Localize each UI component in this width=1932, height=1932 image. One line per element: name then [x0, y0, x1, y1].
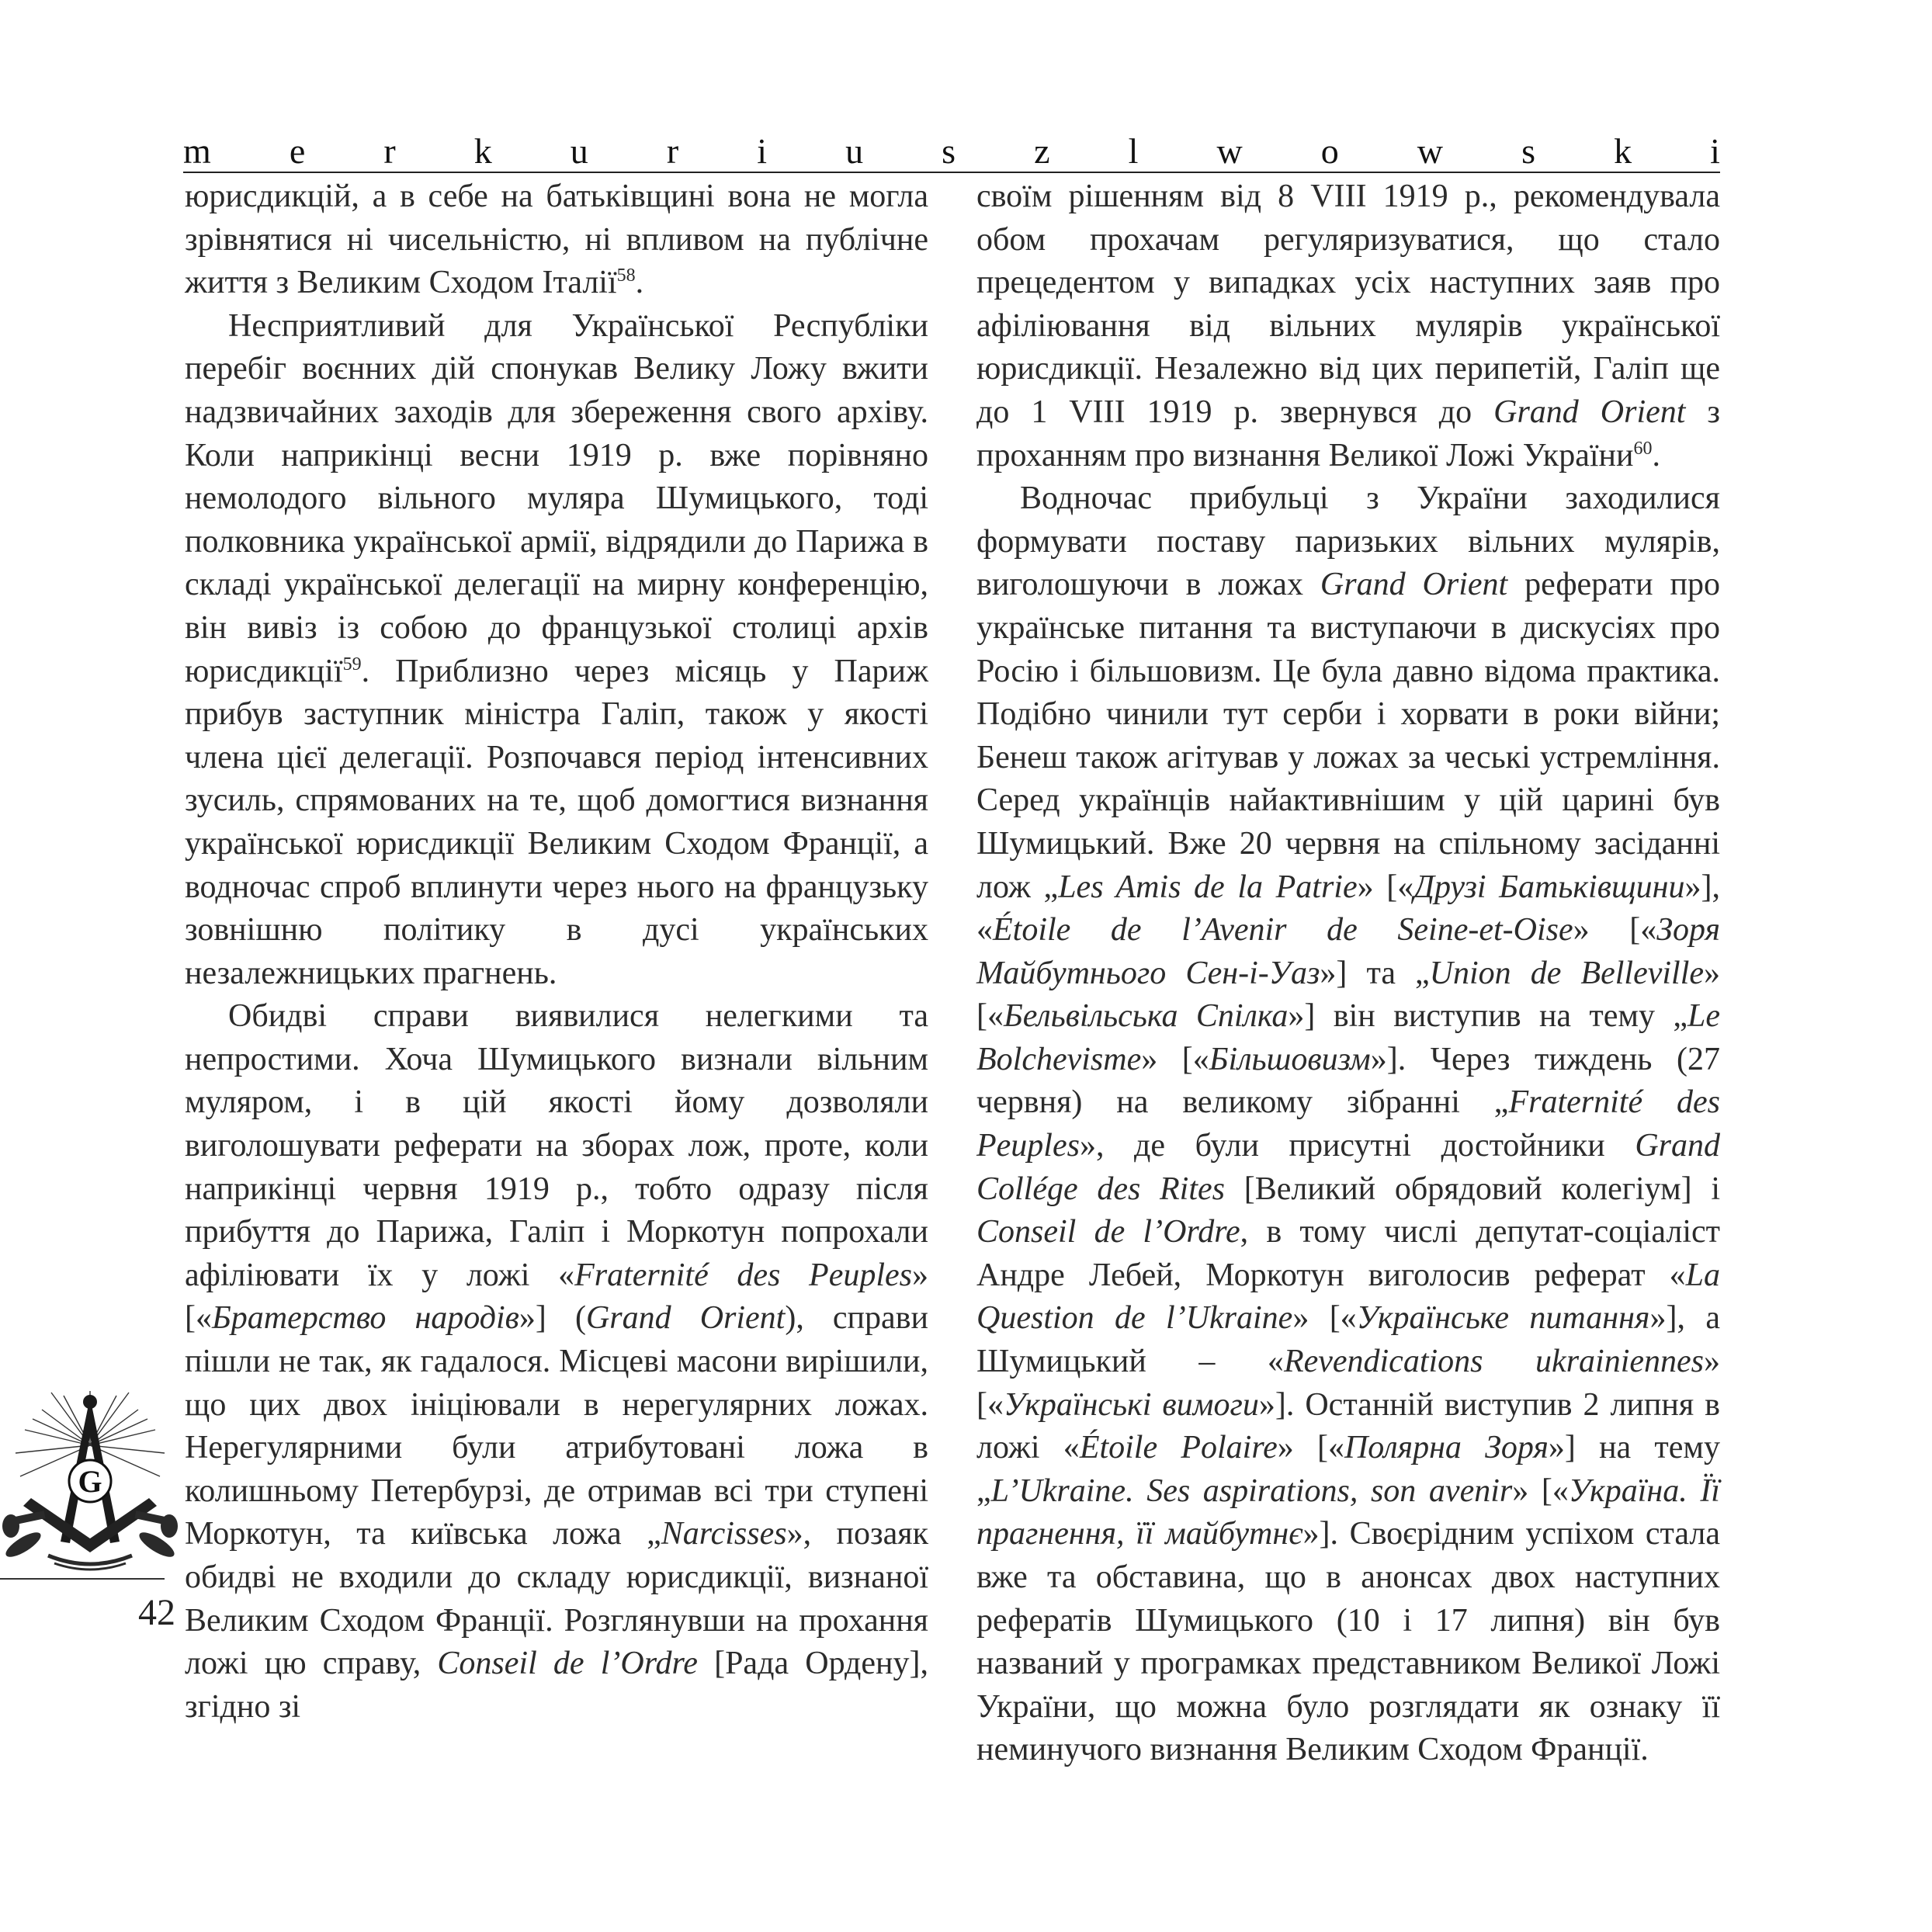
running-head-letter: o	[1320, 131, 1339, 171]
running-head-letter: w	[1417, 131, 1444, 171]
running-head-letter: e	[289, 131, 306, 171]
running-head-letter: r	[383, 131, 396, 171]
paragraph: Водночас прибульці з України заходилися формувати поставу паризьких вільних мулярів, виголошуючи в ложах Grand Orient реферати про українське питання та виступаючи в дискусіях про Росію і більшовизм. Це була давно відома практика. Подібно чинили тут серби і хорвати в роки війни; Бенеш також агітував у ложах за чеські устремління. Серед українців найактивнішим у цій царині був Шумицький. Вже 20 червня на спільному засіданні лож „Les Amis de la Patrie» [«Друзі Батьківщини»], «Étoile de l’Avenir de Seine-et-Oise» [«Зоря Майбутнього Сен-і-Уаз»] та „Union de Belleville» [«Бельвільська Спілка»] він виступив на тему „Le Bolchevisme» [«Більшовизм»]. Через тиждень (27 червня) на великому зібранні „Fraternité des Peuples», де були присутні достойники Grand Collége des Rites [Великий обрядовий колегіум] і Conseil de l’Ordre, в тому числі депутат-соціаліст Андре Лебей, Моркотун виголосив реферат «La Question de l’Ukraine» [«Українське питання»], а Шумицький – «Revendications ukrainiennes» [«Українські вимоги»]. Останній виступив 2 липня в ложі «Étoile Polaire» [«Полярна Зоря»] на тему „L’Ukraine. Ses aspirations, son avenir» [«Україна. Її прагнення, її майбутнє»]. Своєрідним успіхом стала вже та обставина, що в анонсах двох наступних рефератів Шумицького (10 і 17 липня) він був названий у програмках представником Великої Ложі України, що можна було розглядати як ознаку її неминучого визнання Великим Сходом Франції.	[976, 480, 1720, 1768]
header-rule	[183, 172, 1720, 173]
right-column	[976, 175, 1720, 1772]
running-head-letter: l	[1128, 131, 1139, 171]
paragraph: юрисдикцій, а в себе на батьківщині вона не могла зрівнятися ні чисельністю, ні впливом на публічне життя з Великим Сходом Італії$^{58}$.	[185, 179, 928, 301]
paragraph: Обидві справи виявилися нелегкими та непростими. Хоча Шумицького визнали вільним муляром, і в цій якості йому дозволяли виголошувати реферати на зборах лож, проте, коли наприкінці червня 1919 р., тобто одразу після прибуття до Парижа, Галіп і Моркотун попрохали афіліювати їх у ложі «Fraternité des Peuples» [«Братерство народів»] (Grand Orient), справи пішли не так, як гадалося. Місцеві масони вирішили, що цих двох ініціювали в нерегулярних ложах. Нерегулярними були атрибутовані ложа в колишньому Петербурзі, де отримав всі три ступені Моркотун, та київська ложа „Narcisses», позаяк обидві не входили до складу юрисдикції, визнаної Великим Сходом Франції. Розглянувши на прохання ложі цю справу, Conseil de l’Ordre [Рада Ордену], згідно зі	[185, 998, 929, 1725]
running-head-letter: k	[1614, 131, 1632, 171]
square-and-compass-g-icon	[0, 1389, 180, 1576]
svg-text:G: G	[78, 1464, 102, 1499]
running-head-letter: w	[1216, 131, 1243, 171]
left-column	[185, 175, 928, 1729]
running-head-letter: u	[845, 131, 864, 171]
footnote-ref: 58	[616, 265, 636, 286]
running-head-letter: k	[473, 131, 492, 171]
paragraph: Несприятливий для Української Республіки перебіг воєнних дій спонукав Велику Ложу вжити надзвичайних заходів для збереження свого архіву. Коли наприкінці весни 1919 р. вже порівняно немолодого вільного муляра Шумицького, тоді полковника української армії, відрядили до Парижа в складі української делегації на мирну конференцію, він вивіз із собою до французької столиці архів юрисдикції$^{59}$. Приблизно через місяць у Париж прибув заступник міністра Галіп, також у якості члена цієї делегації. Розпочався період інтенсивних зусиль, спрямованих на те, щоб домогтися визнання української юрисдикції Великим Сходом Франції, а водночас спроб вплинути через нього на французьку зовнішню політику в дусі українських незалежницьких прагнень.	[185, 307, 928, 991]
margin-rule	[0, 1578, 165, 1580]
running-head-letter: u	[570, 131, 588, 171]
running-head-letter: s	[942, 131, 956, 171]
running-head-letter: r	[666, 131, 679, 171]
running-head-letter: i	[757, 131, 768, 171]
running-head-letter: i	[1710, 131, 1720, 171]
page-number: 42	[138, 1592, 175, 1633]
footnote-ref: 60	[1633, 438, 1653, 459]
running-head-letter: z	[1034, 131, 1050, 171]
footnote-ref: 59	[342, 654, 362, 675]
running-head-letter: s	[1521, 131, 1535, 171]
paragraph: своїм рішенням від 8 VIII 1919 р., рекомендувала обом прохачам регуляризуватися, що стало прецедентом у випадках усіх наступних заяв про афіліювання від вільних мулярів української юрисдикції. Незалежно від цих перипетій, Галіп ще до 1 VIII 1919 р. звернувся до Grand Orient з проханням про визнання Великої Ложі України$^{60}$.	[976, 179, 1720, 473]
running-head	[183, 126, 1720, 169]
running-head-letter: m	[183, 131, 211, 171]
